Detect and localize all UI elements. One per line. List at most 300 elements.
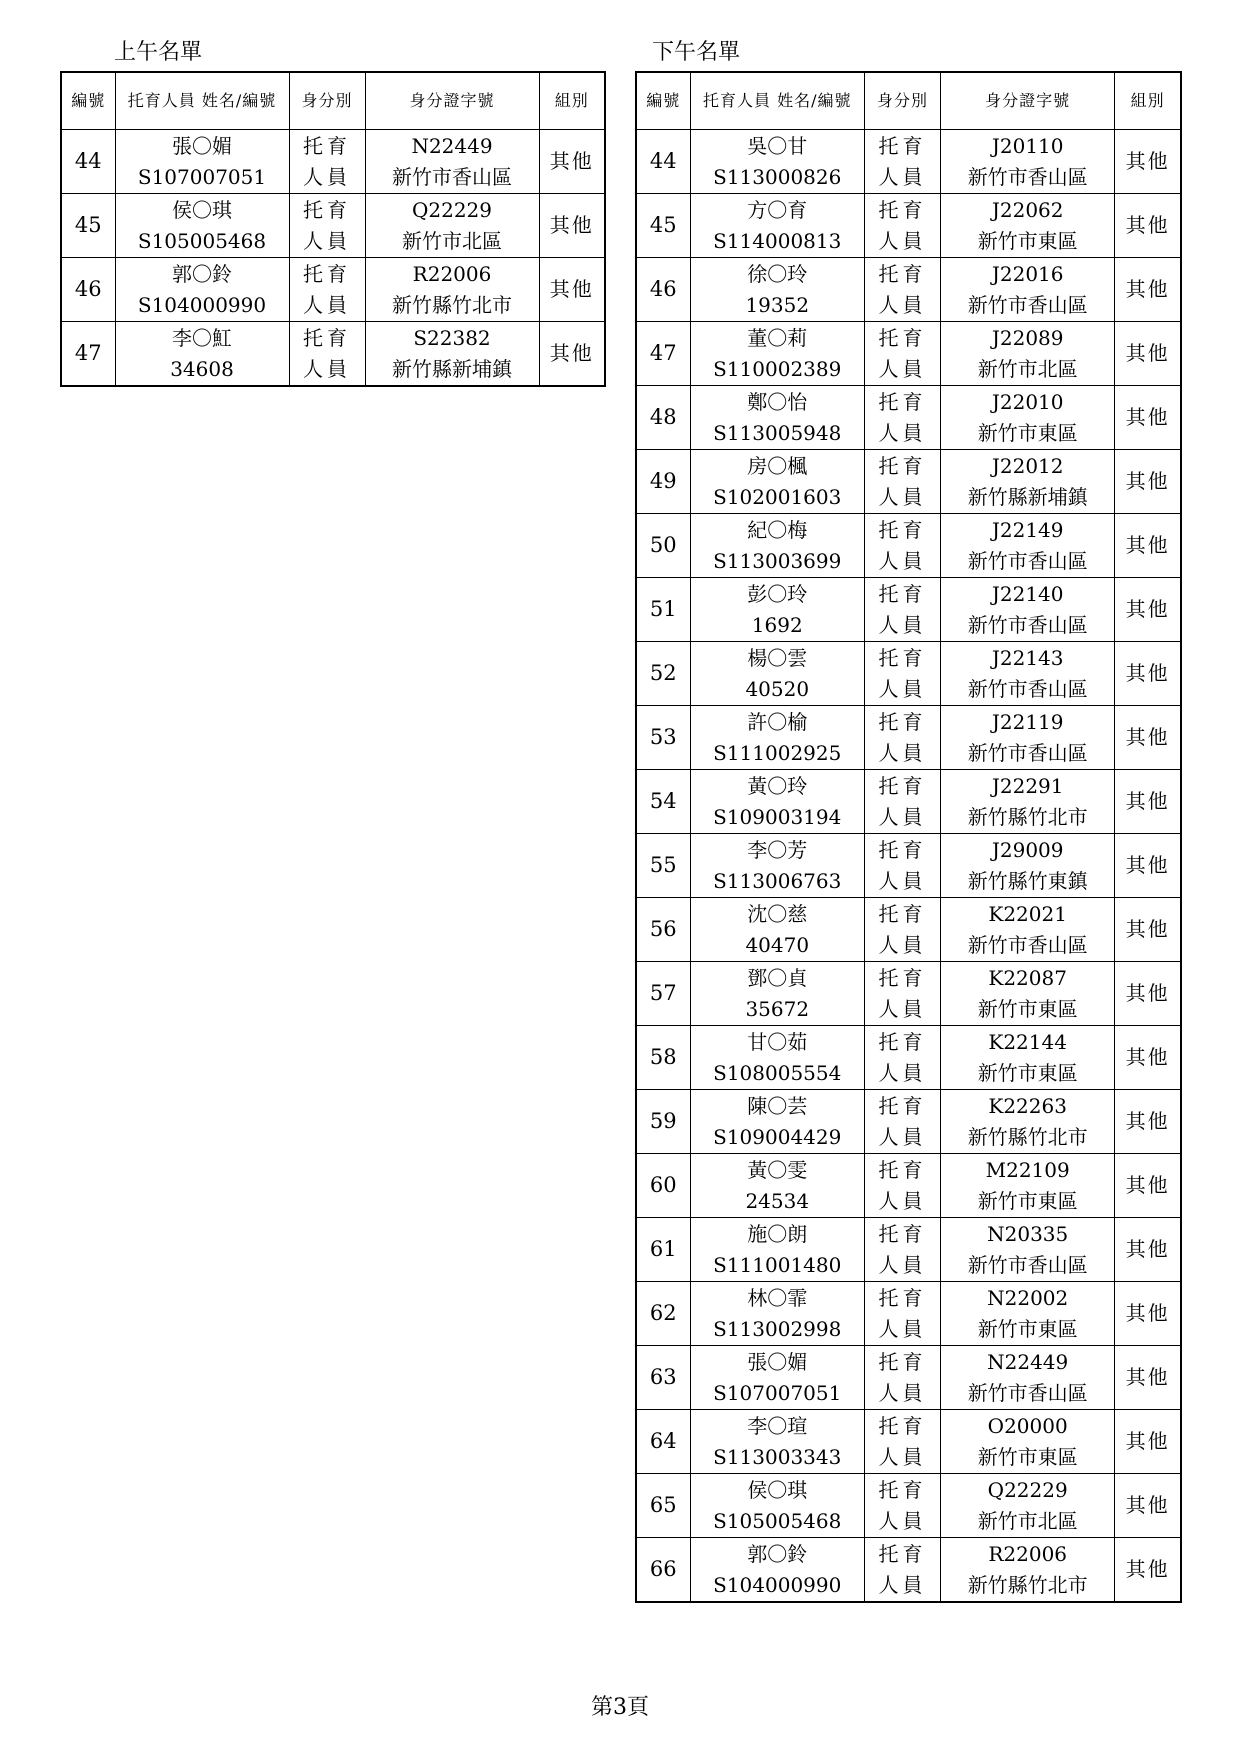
identity-line2: 人員: [303, 164, 351, 189]
identity-line1: 托育: [878, 1413, 927, 1438]
afternoon-roster-body: [636, 130, 1181, 1603]
cell-identity: [864, 898, 940, 962]
cell-idnum: [941, 194, 1115, 258]
cell-idnum: [941, 1410, 1115, 1474]
cell-name: [690, 386, 864, 450]
table-row: [636, 578, 1181, 642]
caregiver-name: 黃〇雯: [747, 1157, 808, 1182]
id-number: K22263: [988, 1093, 1067, 1118]
cell-name: [690, 1282, 864, 1346]
identity-line1: 托育: [878, 197, 927, 222]
caregiver-name: 許〇榆: [747, 709, 808, 734]
caregiver-code: 35672: [745, 996, 810, 1021]
caregiver-code: S105005468: [713, 1508, 842, 1533]
cell-no: 54: [636, 770, 690, 834]
cell-no: 53: [636, 706, 690, 770]
cell-identity: [864, 1538, 940, 1603]
caregiver-name: 陳〇芸: [747, 1093, 808, 1118]
caregiver-code: S113002998: [713, 1316, 842, 1341]
identity-line2: 人員: [878, 1124, 927, 1149]
cell-name: [690, 514, 864, 578]
cell-identity: [864, 1090, 940, 1154]
caregiver-code: S105005468: [137, 228, 267, 253]
cell-name: [690, 578, 864, 642]
cell-idnum: [365, 194, 539, 258]
id-number: N22449: [987, 1349, 1069, 1374]
cell-idnum: [365, 258, 539, 322]
table-row: [636, 1154, 1181, 1218]
cell-group: 其他: [539, 258, 605, 322]
cell-no: 45: [61, 194, 115, 258]
cell-identity: [864, 386, 940, 450]
morning-roster-body: [61, 130, 605, 387]
caregiver-code: S111001480: [713, 1252, 842, 1277]
header-no: 編號: [636, 72, 690, 130]
cell-identity: [864, 642, 940, 706]
cell-group: 其他: [539, 130, 605, 194]
identity-line2: 人員: [878, 996, 927, 1021]
table-row: [636, 1474, 1181, 1538]
id-number: J22143: [991, 645, 1064, 670]
id-number: R22006: [988, 1541, 1068, 1566]
cell-group: 其他: [1115, 834, 1181, 898]
caregiver-code: S107007051: [713, 1380, 842, 1405]
id-number: J22089: [991, 325, 1064, 350]
identity-line1: 托育: [878, 389, 927, 414]
id-area: 新竹市香山區: [967, 740, 1088, 765]
caregiver-name: 沈〇慈: [747, 901, 808, 926]
identity-line2: 人員: [878, 292, 927, 317]
id-number: K22087: [988, 965, 1067, 990]
id-number: J22010: [991, 389, 1064, 414]
identity-line2: 人員: [878, 356, 927, 381]
identity-line2: 人員: [878, 164, 927, 189]
id-number: S22382: [413, 325, 491, 350]
cell-no: 51: [636, 578, 690, 642]
caregiver-code: 24534: [745, 1188, 810, 1213]
cell-name: [690, 898, 864, 962]
caregiver-name: 李〇瑄: [747, 1413, 808, 1438]
identity-line1: 托育: [878, 965, 927, 990]
cell-idnum: [941, 1026, 1115, 1090]
table-row: [61, 258, 605, 322]
morning-roster-table: [60, 71, 606, 387]
id-area: 新竹縣竹北市: [967, 804, 1088, 829]
identity-line2: 人員: [878, 1444, 927, 1469]
id-area: 新竹市香山區: [967, 1252, 1088, 1277]
cell-identity: [864, 1154, 940, 1218]
cell-group: 其他: [1115, 1410, 1181, 1474]
cell-group: 其他: [1115, 706, 1181, 770]
identity-line1: 托育: [303, 133, 351, 158]
cell-idnum: [941, 130, 1115, 194]
cell-name: [115, 194, 289, 258]
identity-line2: 人員: [303, 292, 351, 317]
cell-group: 其他: [1115, 386, 1181, 450]
header-name-line1: 托育人員: [127, 91, 196, 110]
id-number: J22119: [991, 709, 1064, 734]
cell-name: [690, 1538, 864, 1603]
table-row: [636, 386, 1181, 450]
caregiver-name: 侯〇琪: [747, 1477, 808, 1502]
cell-group: 其他: [1115, 642, 1181, 706]
cell-group: 其他: [1115, 130, 1181, 194]
identity-line2: 人員: [878, 740, 927, 765]
page-number: 第3頁: [591, 1695, 649, 1720]
identity-line1: 托育: [878, 517, 927, 542]
cell-name: [690, 1090, 864, 1154]
identity-line2: 人員: [878, 676, 927, 701]
header-group: 組別: [539, 72, 605, 130]
id-area: 新竹市北區: [977, 1508, 1078, 1533]
caregiver-code: S108005554: [713, 1060, 842, 1085]
cell-group: 其他: [1115, 258, 1181, 322]
header-name: [115, 72, 289, 130]
table-row: [636, 1410, 1181, 1474]
table-row: [636, 1346, 1181, 1410]
afternoon-roster-table: [635, 71, 1182, 1603]
cell-identity: [864, 514, 940, 578]
cell-name: [690, 1154, 864, 1218]
id-area: 新竹市香山區: [967, 676, 1088, 701]
identity-line1: 托育: [878, 901, 927, 926]
identity-line1: 托育: [878, 325, 927, 350]
id-number: J20110: [991, 133, 1064, 158]
caregiver-name: 鄧〇貞: [747, 965, 808, 990]
caregiver-name: 甘〇茹: [747, 1029, 808, 1054]
identity-line2: 人員: [878, 484, 927, 509]
table-row: [636, 898, 1181, 962]
identity-line2: 人員: [878, 420, 927, 445]
header-identity: 身分別: [289, 72, 365, 130]
cell-identity: [864, 1218, 940, 1282]
id-area: 新竹市北區: [402, 228, 502, 253]
id-area: 新竹市東區: [977, 996, 1078, 1021]
cell-group: 其他: [1115, 1218, 1181, 1282]
id-number: J22291: [991, 773, 1064, 798]
table-row: [636, 322, 1181, 386]
cell-identity: [864, 1474, 940, 1538]
cell-idnum: [941, 706, 1115, 770]
cell-group: 其他: [1115, 898, 1181, 962]
cell-idnum: [941, 1474, 1115, 1538]
cell-identity: [864, 194, 940, 258]
cell-identity: [864, 450, 940, 514]
cell-group: 其他: [1115, 1090, 1181, 1154]
caregiver-name: 李〇魟: [172, 325, 232, 350]
cell-identity: [864, 1410, 940, 1474]
cell-no: 62: [636, 1282, 690, 1346]
caregiver-code: 1692: [751, 612, 803, 637]
identity-line2: 人員: [878, 612, 927, 637]
identity-line2: 人員: [878, 804, 927, 829]
cell-name: [690, 258, 864, 322]
id-area: 新竹市東區: [977, 1444, 1078, 1469]
identity-line2: 人員: [303, 356, 351, 381]
id-area: 新竹市東區: [977, 1188, 1078, 1213]
cell-name: [690, 962, 864, 1026]
table-row: [636, 770, 1181, 834]
caregiver-code: S102001603: [713, 484, 842, 509]
identity-line1: 托育: [303, 325, 351, 350]
caregiver-code: S107007051: [137, 164, 267, 189]
cell-identity: [864, 258, 940, 322]
id-number: J22140: [991, 581, 1064, 606]
identity-line1: 托育: [878, 1157, 927, 1182]
cell-group: 其他: [1115, 450, 1181, 514]
cell-name: [690, 194, 864, 258]
cell-group: 其他: [1115, 322, 1181, 386]
table-row: [636, 962, 1181, 1026]
cell-idnum: [941, 1154, 1115, 1218]
caregiver-name: 郭〇鈴: [172, 261, 232, 286]
cell-identity: [864, 1346, 940, 1410]
cell-name: [690, 834, 864, 898]
id-area: 新竹市香山區: [967, 548, 1088, 573]
header-name-line1: 托育人員: [702, 91, 771, 110]
cell-name: [690, 130, 864, 194]
cell-name: [690, 706, 864, 770]
caregiver-code: S113000826: [713, 164, 842, 189]
header-name: [690, 72, 864, 130]
caregiver-name: 侯〇琪: [172, 197, 232, 222]
id-number: J29009: [991, 837, 1064, 862]
caregiver-name: 紀〇梅: [747, 517, 808, 542]
identity-line2: 人員: [878, 1188, 927, 1213]
caregiver-code: S111002925: [713, 740, 842, 765]
cell-group: 其他: [539, 322, 605, 387]
table-row: [636, 1026, 1181, 1090]
identity-line1: 托育: [878, 1477, 927, 1502]
identity-line1: 托育: [878, 1029, 927, 1054]
cell-idnum: [365, 322, 539, 387]
id-area: 新竹縣竹北市: [392, 292, 512, 317]
table-row: [636, 706, 1181, 770]
caregiver-code: S104000990: [713, 1572, 842, 1597]
cell-group: 其他: [1115, 194, 1181, 258]
identity-line1: 托育: [878, 133, 927, 158]
cell-identity: [864, 834, 940, 898]
table-row: [636, 834, 1181, 898]
cell-idnum: [941, 1090, 1115, 1154]
caregiver-name: 方〇育: [747, 197, 808, 222]
cell-idnum: [941, 642, 1115, 706]
cell-idnum: [941, 834, 1115, 898]
table-row: [636, 1218, 1181, 1282]
id-area: 新竹市東區: [977, 228, 1078, 253]
cell-no: 52: [636, 642, 690, 706]
morning-list-title: 上午名單: [114, 40, 203, 65]
identity-line1: 托育: [878, 1221, 927, 1246]
caregiver-code: S110002389: [713, 356, 842, 381]
cell-idnum: [941, 1218, 1115, 1282]
caregiver-code: 19352: [745, 292, 810, 317]
cell-group: 其他: [1115, 770, 1181, 834]
caregiver-code: S109004429: [713, 1124, 842, 1149]
caregiver-code: 40520: [745, 676, 810, 701]
caregiver-name: 郭〇鈴: [747, 1541, 808, 1566]
caregiver-name: 施〇朗: [747, 1221, 808, 1246]
cell-identity: [864, 322, 940, 386]
identity-line1: 托育: [878, 709, 927, 734]
id-area: 新竹市香山區: [967, 612, 1088, 637]
id-area: 新竹市東區: [977, 1316, 1078, 1341]
identity-line2: 人員: [878, 1572, 927, 1597]
cell-identity: [864, 1282, 940, 1346]
cell-identity: [864, 770, 940, 834]
caregiver-name: 彭〇玲: [747, 581, 808, 606]
caregiver-name: 張〇媚: [172, 133, 232, 158]
id-number: Q22229: [411, 197, 493, 222]
cell-group: 其他: [1115, 1026, 1181, 1090]
id-number: J22012: [991, 453, 1064, 478]
caregiver-code: S113005948: [713, 420, 842, 445]
cell-no: 59: [636, 1090, 690, 1154]
cell-identity: [864, 706, 940, 770]
cell-identity: [289, 194, 365, 258]
cell-group: 其他: [1115, 1154, 1181, 1218]
cell-no: 50: [636, 514, 690, 578]
cell-no: 48: [636, 386, 690, 450]
cell-identity: [864, 1026, 940, 1090]
header-no: 編號: [61, 72, 115, 130]
cell-group: 其他: [1115, 1282, 1181, 1346]
caregiver-code: 34608: [170, 356, 234, 381]
cell-no: 45: [636, 194, 690, 258]
table-row: [636, 194, 1181, 258]
cell-group: 其他: [1115, 1346, 1181, 1410]
caregiver-name: 張〇媚: [747, 1349, 808, 1374]
cell-no: 46: [636, 258, 690, 322]
cell-no: 63: [636, 1346, 690, 1410]
cell-name: [115, 258, 289, 322]
cell-no: 61: [636, 1218, 690, 1282]
afternoon-list-title: 下午名單: [652, 40, 741, 65]
id-area: 新竹市東區: [977, 1060, 1078, 1085]
cell-idnum: [941, 258, 1115, 322]
id-area: 新竹縣竹北市: [967, 1124, 1088, 1149]
table-row: [636, 1282, 1181, 1346]
cell-identity: [289, 322, 365, 387]
identity-line1: 托育: [878, 261, 927, 286]
identity-line2: 人員: [878, 1252, 927, 1277]
cell-identity: [289, 258, 365, 322]
table-row: [636, 1538, 1181, 1603]
caregiver-name: 鄭〇怡: [747, 389, 808, 414]
cell-no: 44: [636, 130, 690, 194]
cell-name: [115, 322, 289, 387]
cell-name: [690, 1346, 864, 1410]
cell-group: 其他: [1115, 1474, 1181, 1538]
identity-line1: 托育: [878, 1349, 927, 1374]
id-number: M22109: [985, 1157, 1070, 1182]
id-number: N22002: [987, 1285, 1069, 1310]
cell-idnum: [941, 770, 1115, 834]
caregiver-code: S113003343: [713, 1444, 842, 1469]
caregiver-code: S109003194: [713, 804, 842, 829]
cell-idnum: [941, 898, 1115, 962]
cell-idnum: [941, 1346, 1115, 1410]
id-area: 新竹市北區: [977, 356, 1078, 381]
caregiver-name: 董〇莉: [747, 325, 808, 350]
cell-name: [690, 770, 864, 834]
cell-name: [115, 130, 289, 194]
table-row: [636, 514, 1181, 578]
cell-group: 其他: [1115, 578, 1181, 642]
table-row: [636, 258, 1181, 322]
id-number: O20000: [987, 1413, 1068, 1438]
identity-line2: 人員: [878, 868, 927, 893]
header-idnum: 身分證字號: [365, 72, 539, 130]
caregiver-name: 徐〇玲: [747, 261, 808, 286]
cell-name: [690, 322, 864, 386]
id-number: R22006: [412, 261, 492, 286]
identity-line1: 托育: [878, 453, 927, 478]
cell-group: 其他: [539, 194, 605, 258]
cell-idnum: [941, 450, 1115, 514]
cell-no: 56: [636, 898, 690, 962]
id-area: 新竹市香山區: [967, 1380, 1088, 1405]
id-area: 新竹市香山區: [392, 164, 512, 189]
identity-line1: 托育: [878, 645, 927, 670]
cell-no: 46: [61, 258, 115, 322]
cell-no: 44: [61, 130, 115, 194]
table-row: [61, 130, 605, 194]
caregiver-code: 40470: [745, 932, 810, 957]
caregiver-name: 李〇芳: [747, 837, 808, 862]
table-row: [636, 130, 1181, 194]
cell-identity: [864, 578, 940, 642]
table-row: [61, 194, 605, 258]
cell-no: 66: [636, 1538, 690, 1603]
caregiver-name: 林〇霏: [747, 1285, 808, 1310]
id-number: N22449: [411, 133, 493, 158]
cell-idnum: [941, 1282, 1115, 1346]
table-header-row: [61, 72, 605, 130]
cell-group: 其他: [1115, 514, 1181, 578]
cell-group: 其他: [1115, 962, 1181, 1026]
id-number: J22016: [991, 261, 1064, 286]
identity-line2: 人員: [878, 932, 927, 957]
caregiver-code: S104000990: [137, 292, 267, 317]
cell-name: [690, 642, 864, 706]
cell-no: 55: [636, 834, 690, 898]
identity-line1: 托育: [878, 837, 927, 862]
table-row: [636, 450, 1181, 514]
cell-idnum: [941, 322, 1115, 386]
identity-line2: 人員: [303, 228, 351, 253]
cell-name: [690, 1218, 864, 1282]
cell-idnum: [941, 578, 1115, 642]
cell-name: [690, 450, 864, 514]
cell-no: 64: [636, 1410, 690, 1474]
header-identity: 身分別: [864, 72, 940, 130]
table-header-row: [636, 72, 1181, 130]
identity-line1: 托育: [878, 1093, 927, 1118]
cell-name: [690, 1026, 864, 1090]
cell-identity: [864, 130, 940, 194]
cell-idnum: [365, 130, 539, 194]
cell-identity: [864, 962, 940, 1026]
cell-no: 47: [61, 322, 115, 387]
id-area: 新竹市東區: [977, 420, 1078, 445]
identity-line1: 托育: [303, 261, 351, 286]
identity-line2: 人員: [878, 548, 927, 573]
header-name-line2: 姓名/編號: [201, 91, 277, 110]
id-number: J22149: [991, 517, 1064, 542]
id-number: N20335: [987, 1221, 1069, 1246]
identity-line1: 托育: [878, 773, 927, 798]
